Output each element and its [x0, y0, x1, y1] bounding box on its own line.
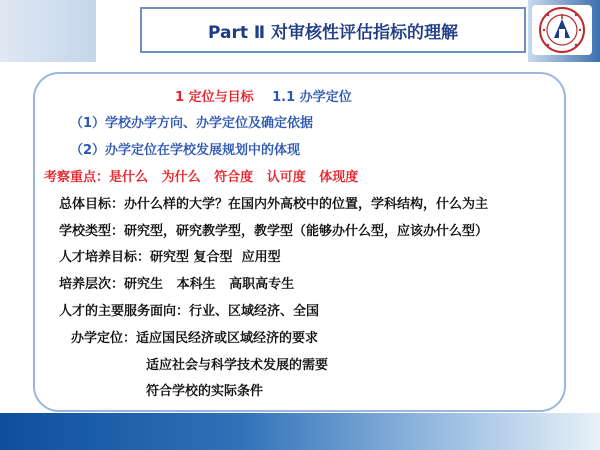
- body-line-school-type: 学校类型：研究型，研究教学型，教学型（能够办什么型，应该办什么型）: [59, 224, 489, 239]
- slide-title: Part Ⅱ 对审核性评估指标的理解: [207, 22, 459, 43]
- positioning-line-2: 适应社会与科学技术发展的需要: [146, 358, 329, 373]
- positioning-line-1: 办学定位：适应国民经济或区域经济的要求: [71, 331, 319, 346]
- section-heading: [175, 90, 352, 106]
- body-line-training-level: 培养层次：研究生 本科生 高职高专生: [59, 277, 295, 292]
- subitem-2: （2）办学定位在学校发展规划中的体现: [70, 143, 301, 158]
- header-left-band: [0, 0, 96, 62]
- body-line-service: 人才的主要服务面向：行业、区域经济、全国: [59, 304, 320, 319]
- university-seal-logo-icon: [532, 5, 592, 55]
- footer-band: [0, 413, 600, 450]
- heading-number-2: 1.1: [272, 90, 296, 105]
- title-box: [140, 7, 526, 53]
- subitem-1: （1）学校办学方向、办学定位及确定依据: [70, 116, 314, 131]
- heading-text-2: 办学定位: [299, 90, 352, 105]
- key-points: 考察重点：是什么 为什么 符合度 认可度 体现度: [44, 170, 359, 185]
- heading-text-1: 定位与目标: [188, 90, 254, 105]
- positioning-line-3: 符合学校的实际条件: [146, 384, 264, 399]
- heading-number-1: 1: [175, 90, 185, 105]
- body-line-overall-goal: 总体目标：办什么样的大学？在国内外高校中的位置，学科结构，什么为主: [59, 197, 489, 212]
- body-line-training-goal: 人才培养目标：研究型 复合型 应用型: [59, 250, 281, 265]
